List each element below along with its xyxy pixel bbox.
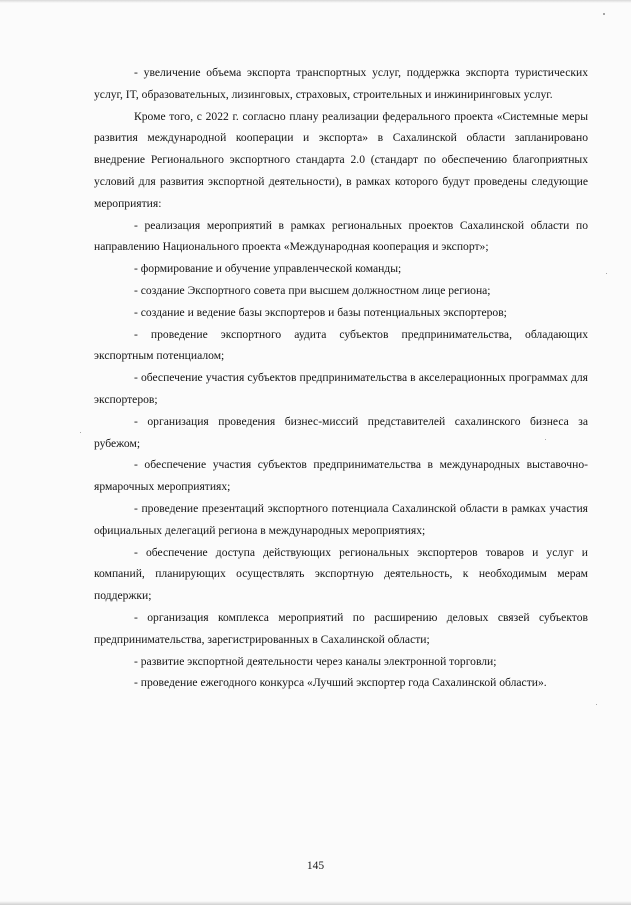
paragraph: Кроме того, с 2022 г. согласно плану реализации федерального проекта «Системные меры развития международной кооперации и экспорта» в Сахалинской области запланировано внедрение Регионального экспортного стандарта 2.0 (стандарт по обеспечению благоприятных условий для развития экспортной деятельности), в рамках которого будут проведены следующие мероприятия:	[94, 109, 588, 210]
scan-speck	[603, 13, 605, 15]
list-item: - формирование и обучение управленческой команды;	[134, 262, 402, 276]
list-item: - обеспечение доступа действующих региональных экспортеров товаров и услуг и компаний, планирующих осуществлять экспортную деятельность, к необходимым мерам поддержки;	[94, 545, 588, 603]
scan-speck	[606, 273, 607, 274]
list-item: - создание и ведение базы экспортеров и базы потенциальных экспортеров;	[134, 305, 507, 319]
list-item: - обеспечение участия субъектов предпринимательства в акселерационных программах для экспортеров;	[94, 371, 588, 406]
list-item: - организация проведения бизнес-миссий представителей сахалинского бизнеса за рубежом;	[94, 414, 588, 450]
list-item: - организация комплекса мероприятий по расширению деловых связей субъектов предпринимательства, зарегистрированных в Сахалинской области;	[94, 610, 588, 646]
scan-edge-bottom	[0, 901, 631, 905]
paragraph: - увеличение объема экспорта транспортных услуг, поддержка экспорта туристических услуг, IT, образовательных, лизинговых, страховых, строительных и инжиниринговых услуг.	[94, 66, 588, 101]
list-item: - проведение ежегодного конкурса «Лучший экспортер года Сахалинской области».	[134, 676, 547, 690]
page-number: 145	[306, 860, 325, 872]
list-item: - обеспечение участия субъектов предпринимательства в международных выставочно-ярмарочных мероприятиях;	[94, 458, 588, 494]
list-item: - развитие экспортной деятельности через каналы электронной торговли;	[134, 654, 497, 668]
scan-speck	[80, 432, 81, 433]
list-item: - проведение экспортного аудита субъектов предпринимательства, обладающих экспортным потенциалом;	[94, 327, 588, 363]
scan-speck	[596, 704, 597, 705]
list-item: - создание Экспортного совета при высшем должностном лице региона;	[134, 283, 491, 297]
scan-edge-top	[0, 0, 631, 3]
list-item: - реализация мероприятий в рамках региональных проектов Сахалинской области по направлению Национального проекта «Международная кооперация и экспорт»;	[94, 218, 588, 254]
list-item: - проведение презентаций экспортного потенциала Сахалинской области в рамках участия официальных делегаций региона в международных мероприятиях;	[94, 501, 588, 537]
document-body	[94, 62, 588, 694]
